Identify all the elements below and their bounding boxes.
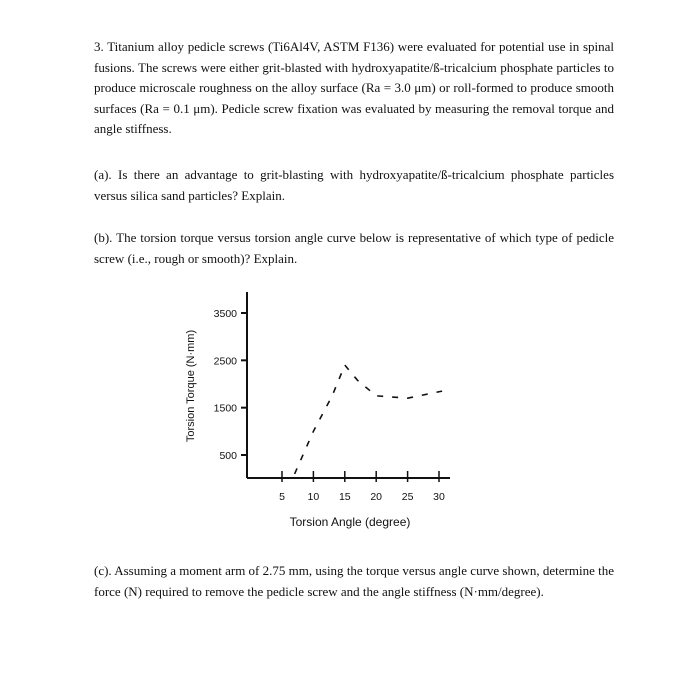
part-c-question: (c). Assuming a moment arm of 2.75 mm, using the torque versus angle curve shown, determine the force (N) required to remove the pedicle screw and the angle stiffness (N·mm/degree).: [94, 563, 614, 599]
x-axis-label: Torsion Angle (degree): [289, 515, 411, 529]
question-intro-text: Titanium alloy pedicle screws (Ti6Al4V, ASTM F136) were evaluated for potential use in spinal fusions. The screws were either grit-blasted with hydroxyapatite/ß-tricalcium phosphate particles to produce microscale roughness on the alloy surface (Ra = 3.0 μm) or roll-formed to produce smooth surfaces (Ra = 0.1 μm). Pedicle screw fixation was evaluated by measuring the removal torque and angle stiffness.: [94, 39, 615, 136]
torque-angle-chart: [170, 280, 470, 542]
part-b-question: (b). The torsion torque versus torsion angle curve below is representative of which type of pedicle screw (i.e., rough or smooth)? Explain.: [94, 230, 614, 266]
chart-axes: [247, 292, 450, 478]
y-tick-label: 3500: [213, 308, 237, 320]
x-tick-label: 25: [401, 491, 414, 503]
question-3-intro: [94, 37, 614, 140]
question-number: 3.: [94, 39, 104, 54]
y-axis-label: Torsion Torque (N·mm): [185, 329, 197, 443]
torque-series-line: [295, 365, 443, 474]
y-tick-label: 2500: [213, 355, 237, 368]
chart-ticks: [214, 308, 445, 503]
y-tick-label: 500: [219, 450, 237, 462]
x-tick-label: 20: [370, 491, 383, 503]
part-a-question: (a). Is there an advantage to grit-blasting with hydroxyapatite/ß-tricalcium phosphate particles versus silica sand particles? Explain.: [94, 167, 614, 203]
x-tick-label: 10: [307, 491, 320, 503]
y-tick-label: 1500: [213, 402, 237, 415]
x-tick-label: 5: [279, 491, 285, 503]
x-tick-label: 30: [433, 491, 445, 503]
x-tick-label: 15: [338, 491, 351, 503]
